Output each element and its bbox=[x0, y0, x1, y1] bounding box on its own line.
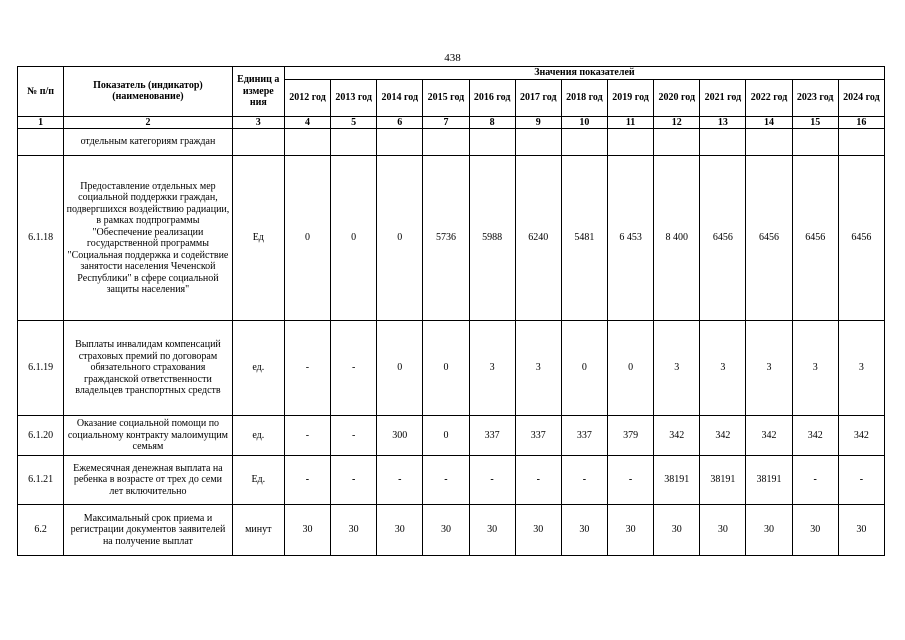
row-value bbox=[284, 129, 330, 156]
row-value: 30 bbox=[838, 505, 884, 556]
row-value: 342 bbox=[792, 416, 838, 456]
row-value: 6456 bbox=[792, 156, 838, 321]
header-unit: Единиц а измере ния bbox=[232, 67, 284, 117]
row-value bbox=[746, 129, 792, 156]
row-value bbox=[561, 129, 607, 156]
table-row bbox=[18, 156, 885, 321]
row-value: 0 bbox=[331, 156, 377, 321]
row-value: 0 bbox=[423, 416, 469, 456]
row-value: 30 bbox=[515, 505, 561, 556]
row-number: 6.1.19 bbox=[18, 321, 64, 416]
header-year: 2018 год bbox=[561, 79, 607, 116]
row-value: 3 bbox=[746, 321, 792, 416]
row-indicator: отдельным категориям граждан bbox=[64, 129, 233, 156]
page-number: 438 bbox=[444, 52, 461, 64]
row-value: 30 bbox=[561, 505, 607, 556]
indicators-table bbox=[17, 66, 885, 556]
row-value: - bbox=[469, 456, 515, 505]
column-number: 9 bbox=[515, 116, 561, 129]
row-value bbox=[654, 129, 700, 156]
row-number bbox=[18, 129, 64, 156]
column-number: 5 bbox=[331, 116, 377, 129]
column-number: 7 bbox=[423, 116, 469, 129]
row-number: 6.1.18 bbox=[18, 156, 64, 321]
row-value: 6456 bbox=[746, 156, 792, 321]
row-value: 3 bbox=[654, 321, 700, 416]
row-value: 337 bbox=[469, 416, 515, 456]
header-year: 2024 год bbox=[838, 79, 884, 116]
column-number-row bbox=[18, 116, 885, 129]
row-unit: минут bbox=[232, 505, 284, 556]
row-value: - bbox=[331, 416, 377, 456]
header-year: 2014 год bbox=[377, 79, 423, 116]
row-value: 3 bbox=[838, 321, 884, 416]
column-number: 1 bbox=[18, 116, 64, 129]
column-number: 4 bbox=[284, 116, 330, 129]
row-value: 38191 bbox=[700, 456, 746, 505]
header-indicator: Показатель (индикатор) (наименование) bbox=[64, 67, 233, 117]
row-value: - bbox=[331, 321, 377, 416]
table-row bbox=[18, 505, 885, 556]
header-year: 2015 год bbox=[423, 79, 469, 116]
row-value: 5481 bbox=[561, 156, 607, 321]
header-year: 2023 год bbox=[792, 79, 838, 116]
row-value: 38191 bbox=[746, 456, 792, 505]
row-value: 337 bbox=[561, 416, 607, 456]
row-value: 30 bbox=[331, 505, 377, 556]
row-value: 6 453 bbox=[607, 156, 653, 321]
row-value: 0 bbox=[377, 156, 423, 321]
row-value: 30 bbox=[792, 505, 838, 556]
row-unit: Ед bbox=[232, 156, 284, 321]
column-number: 13 bbox=[700, 116, 746, 129]
row-value bbox=[515, 129, 561, 156]
row-value: 6240 bbox=[515, 156, 561, 321]
row-value: 30 bbox=[377, 505, 423, 556]
row-value: 379 bbox=[607, 416, 653, 456]
row-value: 300 bbox=[377, 416, 423, 456]
row-value: - bbox=[377, 456, 423, 505]
row-number: 6.1.21 bbox=[18, 456, 64, 505]
column-number: 14 bbox=[746, 116, 792, 129]
table-row bbox=[18, 321, 885, 416]
row-value: - bbox=[423, 456, 469, 505]
row-value: 342 bbox=[700, 416, 746, 456]
row-unit: ед. bbox=[232, 416, 284, 456]
row-value: 8 400 bbox=[654, 156, 700, 321]
row-indicator: Выплаты инвалидам компенсаций страховых премий по договорам обязательного страхования гражданской ответственности владельцев транспортных средств bbox=[64, 321, 233, 416]
header-year: 2012 год bbox=[284, 79, 330, 116]
row-value bbox=[792, 129, 838, 156]
table-row bbox=[18, 456, 885, 505]
row-value: - bbox=[792, 456, 838, 505]
row-value: - bbox=[284, 416, 330, 456]
row-value: 5988 bbox=[469, 156, 515, 321]
column-number: 11 bbox=[607, 116, 653, 129]
row-value: 30 bbox=[746, 505, 792, 556]
column-number: 6 bbox=[377, 116, 423, 129]
row-value: 30 bbox=[423, 505, 469, 556]
row-value: - bbox=[331, 456, 377, 505]
column-number: 2 bbox=[64, 116, 233, 129]
row-value: 342 bbox=[746, 416, 792, 456]
header-year: 2017 год bbox=[515, 79, 561, 116]
row-value: - bbox=[838, 456, 884, 505]
row-value: 5736 bbox=[423, 156, 469, 321]
header-year: 2016 год bbox=[469, 79, 515, 116]
header-year: 2020 год bbox=[654, 79, 700, 116]
row-value: 3 bbox=[700, 321, 746, 416]
row-indicator: Предоставление отдельных мер социальной поддержки граждан, подвергшихся воздействию радиации, в рамках подпрограммы "Обеспечение реализации государственной программы "Социальная поддержка и содействие занятости населения Чеченской Республики" в сфере социальной защиты населения" bbox=[64, 156, 233, 321]
row-value: 0 bbox=[561, 321, 607, 416]
row-value: 3 bbox=[469, 321, 515, 416]
column-number: 12 bbox=[654, 116, 700, 129]
row-value: - bbox=[561, 456, 607, 505]
row-unit: Ед. bbox=[232, 456, 284, 505]
row-value: 3 bbox=[792, 321, 838, 416]
header-year: 2019 год bbox=[607, 79, 653, 116]
column-number: 8 bbox=[469, 116, 515, 129]
header-num: № п/п bbox=[18, 67, 64, 117]
row-value bbox=[331, 129, 377, 156]
row-value: 30 bbox=[654, 505, 700, 556]
row-unit bbox=[232, 129, 284, 156]
row-value bbox=[838, 129, 884, 156]
row-value bbox=[607, 129, 653, 156]
row-value: 0 bbox=[377, 321, 423, 416]
row-value bbox=[423, 129, 469, 156]
row-value bbox=[700, 129, 746, 156]
row-value: - bbox=[515, 456, 561, 505]
table-row bbox=[18, 416, 885, 456]
column-number: 16 bbox=[838, 116, 884, 129]
header-year: 2022 год bbox=[746, 79, 792, 116]
row-value: - bbox=[284, 321, 330, 416]
row-indicator: Оказание социальной помощи по социальному контракту малоимущим семьям bbox=[64, 416, 233, 456]
row-number: 6.1.20 bbox=[18, 416, 64, 456]
header-year: 2021 год bbox=[700, 79, 746, 116]
row-indicator: Ежемесячная денежная выплата на ребенка в возрасте от трех до семи лет включительно bbox=[64, 456, 233, 505]
row-value bbox=[377, 129, 423, 156]
row-value: 0 bbox=[607, 321, 653, 416]
column-number: 15 bbox=[792, 116, 838, 129]
header-year: 2013 год bbox=[331, 79, 377, 116]
header-values-title: Значения показателей bbox=[284, 67, 884, 80]
row-value: 6456 bbox=[700, 156, 746, 321]
row-value: - bbox=[284, 456, 330, 505]
row-number: 6.2 bbox=[18, 505, 64, 556]
header-row-1 bbox=[18, 67, 885, 80]
row-value: 30 bbox=[469, 505, 515, 556]
table-row bbox=[18, 129, 885, 156]
row-value: 38191 bbox=[654, 456, 700, 505]
column-number: 3 bbox=[232, 116, 284, 129]
row-value: 337 bbox=[515, 416, 561, 456]
row-value: 30 bbox=[607, 505, 653, 556]
row-value: 0 bbox=[284, 156, 330, 321]
row-indicator: Максимальный срок приема и регистрации документов заявителей на получение выплат bbox=[64, 505, 233, 556]
row-unit: ед. bbox=[232, 321, 284, 416]
column-number: 10 bbox=[561, 116, 607, 129]
row-value: 30 bbox=[284, 505, 330, 556]
row-value: 30 bbox=[700, 505, 746, 556]
row-value: 342 bbox=[838, 416, 884, 456]
row-value: 342 bbox=[654, 416, 700, 456]
row-value: 0 bbox=[423, 321, 469, 416]
row-value: 3 bbox=[515, 321, 561, 416]
row-value: - bbox=[607, 456, 653, 505]
row-value bbox=[469, 129, 515, 156]
row-value: 6456 bbox=[838, 156, 884, 321]
